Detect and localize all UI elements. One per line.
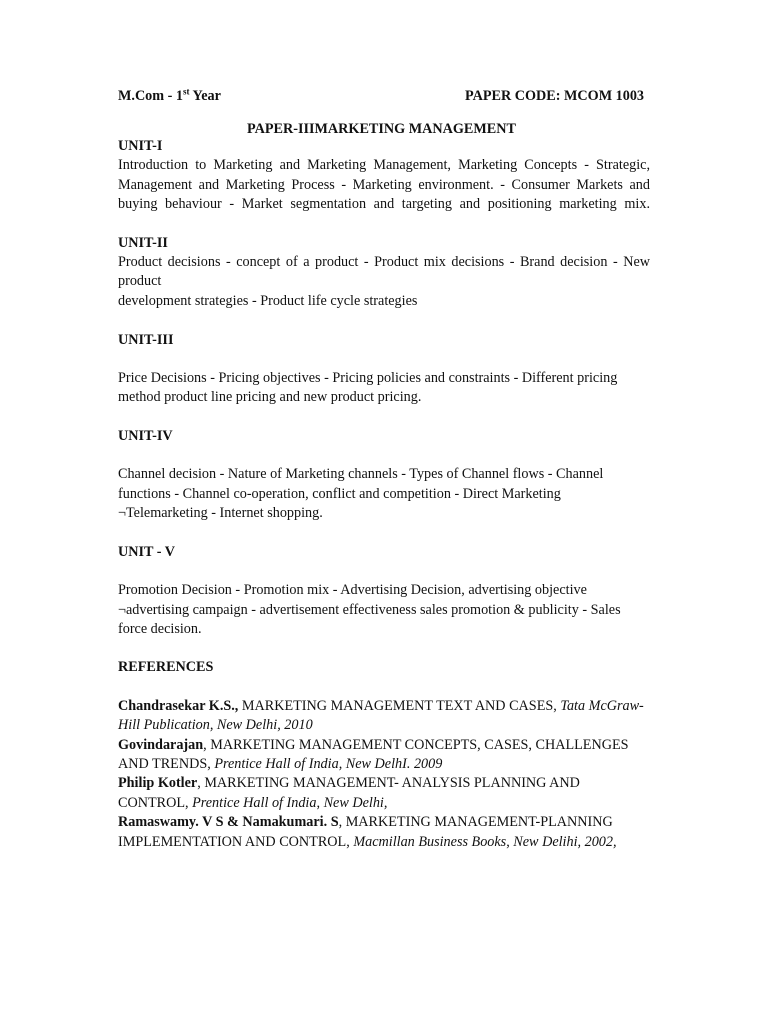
- unit-4-line: ¬Telemarketing - Internet shopping.: [118, 505, 323, 521]
- reference-title: MARKETING MANAGEMENT TEXT AND CASES,: [238, 698, 561, 714]
- unit-3-line: method product line pricing and new product pricing.: [118, 389, 422, 405]
- reference-publisher: Hill Publication, New Delhi, 2010: [118, 717, 313, 733]
- reference-entry: [118, 813, 613, 832]
- reference-publisher: Prentice Hall of India, New DelhI. 2009: [214, 756, 443, 772]
- unit-5-line: ¬advertising campaign - advertisement effectiveness sales promotion & publicity - Sales: [118, 602, 621, 618]
- reference-entry-cont: [118, 833, 617, 852]
- references-heading: REFERENCES: [118, 659, 214, 675]
- unit-5-line: force decision.: [118, 621, 202, 637]
- reference-entry: [118, 697, 644, 716]
- reference-entry: [118, 774, 580, 793]
- unit-2-heading: UNIT-II: [118, 235, 168, 251]
- reference-title: , MARKETING MANAGEMENT CONCEPTS, CASES, CHALLENGES: [203, 737, 629, 753]
- paper-code: PAPER CODE: MCOM 1003: [465, 88, 645, 104]
- reference-publisher: New Delhi,: [323, 795, 388, 811]
- unit-4-line: functions - Channel co-operation, conflict and competition - Direct Marketing: [118, 486, 561, 502]
- reference-title: AND TRENDS,: [118, 756, 215, 772]
- reference-publisher: New Delihi, 2002,: [513, 834, 617, 850]
- reference-publisher: Prentice Hall of India: [192, 795, 317, 811]
- reference-entry-cont: [118, 794, 387, 813]
- reference-title: CONTROL,: [118, 795, 193, 811]
- unit-2-line: Product decisions - concept of a product - Product mix decisions - Brand decision - New: [118, 254, 650, 270]
- reference-author: Chandrasekar K.S.,: [118, 698, 239, 714]
- unit-1-line: Introduction to Marketing and Marketing Management, Marketing Concepts - Strategic,: [118, 157, 650, 173]
- unit-4-line: Channel decision - Nature of Marketing channels - Types of Channel flows - Channel: [118, 466, 604, 482]
- unit-3-line: Price Decisions - Pricing objectives - Pricing policies and constraints - Different pricing: [118, 370, 618, 386]
- reference-title: IMPLEMENTATION AND CONTROL,: [118, 834, 354, 850]
- reference-author: Philip Kotler: [118, 775, 198, 791]
- unit-5-line: Promotion Decision - Promotion mix - Advertising Decision, advertising objective: [118, 582, 587, 598]
- unit-1-heading: UNIT-I: [118, 138, 163, 154]
- reference-title: , MARKETING MANAGEMENT- ANALYSIS PLANNING AND: [197, 775, 580, 791]
- reference-entry: [118, 736, 629, 755]
- reference-separator: ,: [316, 795, 324, 811]
- unit-5-heading: UNIT - V: [118, 544, 176, 560]
- program-label: M.Com - 1st Year: [118, 86, 221, 104]
- reference-title: , MARKETING MANAGEMENT-PLANNING: [338, 814, 613, 830]
- reference-author: Ramaswamy. V S & Namakumari. S: [118, 814, 339, 830]
- unit-2-line: development strategies - Product life cycle strategies: [118, 293, 418, 309]
- reference-publisher: Tata McGraw-: [560, 698, 644, 714]
- unit-4-heading: UNIT-IV: [118, 428, 173, 444]
- unit-2-line: product: [118, 273, 162, 289]
- reference-publisher: Macmillan Business Books: [353, 834, 507, 850]
- paper-title: PAPER-IIIMARKETING MANAGEMENT: [247, 121, 516, 137]
- reference-entry-cont: [118, 755, 442, 774]
- unit-1-line: Management and Marketing Process - Marketing environment. - Consumer Markets and: [118, 177, 650, 193]
- reference-author: Govindarajan: [118, 737, 204, 753]
- unit-3-heading: UNIT-III: [118, 332, 174, 348]
- reference-separator: ,: [506, 834, 514, 850]
- unit-1-line: buying behaviour - Market segmentation and targeting and positioning marketing mix.: [118, 196, 650, 212]
